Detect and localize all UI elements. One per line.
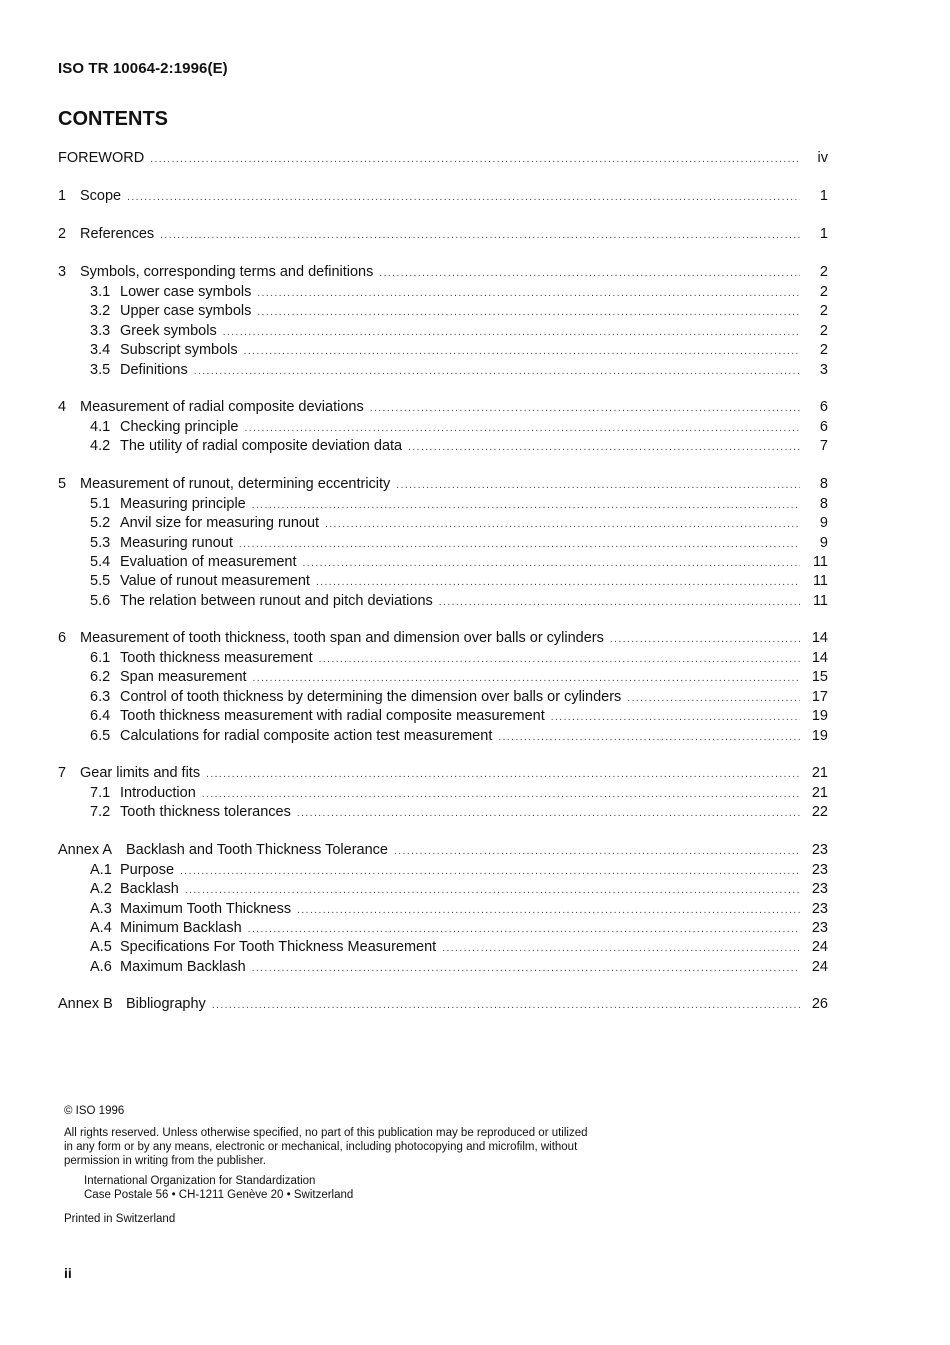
toc-leader-dots [248,920,800,939]
toc-leader-dots [408,438,800,457]
toc-entry-5-4[interactable] [58,553,828,572]
toc-entry-5-1[interactable] [58,495,828,514]
toc-leader-dots [303,554,800,573]
toc-number: 1 [58,188,67,204]
document-header: ISO TR 10064-2:1996(E) [58,60,228,77]
toc-leader-dots [257,303,800,322]
toc-label: Backlash [120,881,179,898]
toc-leader-dots [252,496,800,515]
toc-entry-7[interactable] [58,763,828,784]
toc-entry-3-1[interactable] [58,283,828,302]
toc-entry-annex-a[interactable] [58,840,828,861]
toc-label: Purpose [120,861,175,878]
toc-label: Tooth thickness measurement with radial composite measurement [120,708,545,725]
toc-label: Minimum Backlash [120,919,242,936]
toc-label: Control of tooth thickness by determining the dimension over balls or cylinders [120,688,622,705]
toc-entry-2[interactable] [58,224,828,245]
toc-leader-dots [180,862,800,881]
toc-page: 15 [811,669,828,686]
toc-number: 3.5 [90,361,111,378]
toc-leader-dots [498,728,800,747]
toc-leader-dots [396,475,800,496]
toc-entry-5-5[interactable] [58,572,828,591]
toc-entry-4-2[interactable] [58,437,828,456]
toc-leader-dots [610,629,800,650]
toc-page: 9 [819,534,828,551]
toc-group-foreword [58,148,828,169]
toc-entry-6-2[interactable] [58,668,828,687]
toc-leader-dots [244,342,800,361]
toc-number: 5.5 [90,573,111,590]
toc-leader-dots [150,149,800,170]
toc-entry-1[interactable] [58,186,828,207]
toc-entry-7-1[interactable] [58,784,828,803]
toc-page: 19 [811,708,828,725]
toc-group-1 [58,186,828,207]
toc-entry-6-3[interactable] [58,688,828,707]
toc-number: 3.4 [90,342,111,359]
toc-number: 5.1 [90,495,111,512]
toc-label: Maximum Backlash [120,958,246,975]
toc-leader-dots [297,901,800,920]
toc-number: 5.4 [90,553,111,570]
toc-leader-dots [627,689,800,708]
toc-number: 4.2 [90,438,111,455]
toc-entry-3-3[interactable] [58,322,828,341]
toc-leader-dots [252,959,800,978]
toc-label: Calculations for radial composite action test measurement [120,727,493,744]
toc-label: Anvil size for measuring runout [120,515,320,532]
toc-label: Tooth thickness tolerances [120,804,291,821]
toc-page: 21 [811,765,828,782]
toc-page: 2 [819,303,828,320]
toc-page: 3 [819,361,828,378]
toc-number: A.4 [90,919,112,936]
toc-leader-dots [442,939,800,958]
toc-entry-a-2[interactable] [58,880,828,899]
rights-statement: All rights reserved. Unless otherwise specified, no part of this publication may be reproduced or utilized in any form or by any means, electronic or mechanical, including photocopying and microfilm, without permission in writing from the publisher. [64,1127,588,1167]
toc-number: 5.3 [90,534,111,551]
toc-page: 23 [811,881,828,898]
toc-page: 9 [819,515,828,532]
toc-leader-dots [194,362,800,381]
toc-entry-3-2[interactable] [58,302,828,321]
toc-page: 24 [811,939,828,956]
toc-label: Scope [80,188,122,204]
toc-label: Gear limits and fits [80,765,201,782]
toc-label: Checking principle [120,418,239,435]
toc-number: 6.2 [90,669,111,686]
toc-label: Span measurement [120,669,247,686]
toc-page: 6 [819,398,828,415]
toc-entry-5-3[interactable] [58,534,828,553]
toc-page: 22 [811,804,828,821]
toc-number: 6 [58,630,67,647]
toc-group-3 [58,262,828,380]
publisher-postal: Case Postale 56 • CH-1211 Genève 20 • Switzerland [84,1189,354,1201]
toc-number: 7.1 [90,785,111,802]
copyright-block [64,1104,594,1226]
toc-page: 2 [819,322,828,339]
toc-entry-6-1[interactable] [58,649,828,668]
toc-number: A.6 [90,958,112,975]
toc-entry-foreword[interactable] [58,148,828,169]
toc-label: Symbols, corresponding terms and definitions [80,264,374,280]
toc-label: Measuring principle [120,495,246,512]
toc-leader-dots [439,593,800,612]
toc-entry-4[interactable] [58,397,828,418]
toc-page: 11 [812,553,828,570]
toc-entry-annex-b[interactable] [58,994,828,1015]
toc-label: FOREWORD [58,150,145,166]
toc-page: 23 [811,919,828,936]
toc-page: 14 [811,630,828,647]
toc-leader-dots [319,650,800,669]
toc-label: Greek symbols [120,322,217,339]
toc-leader-dots [185,881,800,900]
toc-page: 1 [819,188,828,204]
toc-entry-5-2[interactable] [58,514,828,533]
toc-number: Annex A [58,841,113,858]
toc-page: 11 [812,592,828,609]
toc-page: 17 [811,688,828,705]
toc-page: 19 [811,727,828,744]
toc-label: The relation between runout and pitch deviations [120,592,433,609]
toc-label: Specifications For Tooth Thickness Measurement [120,939,437,956]
toc-group-5 [58,474,828,611]
toc-label: Measurement of tooth thickness, tooth span and dimension over balls or cylinders [80,630,604,647]
toc-number: 3.3 [90,322,111,339]
toc-leader-dots [206,764,800,785]
toc-page: 2 [819,284,828,300]
toc-number: 2 [58,226,67,242]
toc-label: References [80,226,155,242]
toc-number: A.5 [90,939,112,956]
toc-leader-dots [297,804,800,823]
toc-number: 6.3 [90,688,111,705]
toc-label: Tooth thickness measurement [120,650,313,667]
printed-in: Printed in Switzerland [64,1213,176,1225]
toc-leader-dots [325,515,800,534]
toc-leader-dots [212,995,800,1016]
toc-entry-6[interactable] [58,628,828,649]
toc-leader-dots [316,573,800,592]
toc-page: 23 [811,861,828,878]
toc-leader-dots [202,785,800,804]
toc-number: A.2 [90,881,112,898]
toc-group-2 [58,224,828,245]
toc-page: 26 [811,996,828,1013]
toc-number: 3 [58,264,67,280]
toc-entry-a-4[interactable] [58,919,828,938]
toc-page: 23 [811,841,828,858]
toc-number: 3.1 [90,284,111,300]
toc-page: 11 [812,573,828,590]
toc-number: 7 [58,765,67,782]
toc-group-annex-b [58,994,828,1015]
toc-leader-dots [244,419,800,438]
toc-number: 6.5 [90,727,111,744]
toc-leader-dots [257,284,800,303]
toc-entry-a-5[interactable] [58,938,828,957]
toc-page: 23 [811,900,828,917]
toc-leader-dots [379,263,800,284]
table-of-contents [58,148,828,1032]
toc-number: A.3 [90,900,112,917]
toc-leader-dots [127,187,800,208]
toc-number: Annex B [58,996,113,1013]
toc-entry-5[interactable] [58,474,828,495]
toc-label: Subscript symbols [120,342,238,359]
publisher-address [64,1174,594,1202]
toc-page: 2 [819,264,828,280]
toc-label: Evaluation of measurement [120,553,297,570]
toc-page: 1 [819,226,828,242]
toc-group-7 [58,763,828,823]
toc-number: 6.1 [90,650,111,667]
toc-number: 4 [58,398,67,415]
toc-page: 7 [819,438,828,455]
page-number: ii [64,1265,72,1281]
toc-entry-3-4[interactable] [58,341,828,360]
toc-entry-6-4[interactable] [58,707,828,726]
toc-number: A.1 [90,861,112,878]
toc-page: 6 [819,418,828,435]
toc-page: iv [817,150,828,166]
toc-entry-3-5[interactable] [58,361,828,380]
toc-leader-dots [370,398,800,419]
toc-entry-4-1[interactable] [58,418,828,437]
toc-number: 5.2 [90,515,111,532]
toc-label: Backlash and Tooth Thickness Tolerance [126,841,388,858]
toc-label: Introduction [120,785,196,802]
toc-page: 8 [819,475,828,492]
toc-label: Upper case symbols [120,303,252,320]
toc-label: Definitions [120,361,188,378]
toc-number: 3.2 [90,303,111,320]
toc-entry-a-1[interactable] [58,861,828,880]
toc-number: 5.6 [90,592,111,609]
toc-group-annex-a [58,840,828,977]
toc-label: Measurement of runout, determining eccentricity [80,475,391,492]
toc-label: Measuring runout [120,534,233,551]
toc-entry-a-6[interactable] [58,958,828,977]
toc-number: 5 [58,475,67,492]
toc-number: 6.4 [90,708,111,725]
toc-leader-dots [160,225,800,246]
toc-group-4 [58,397,828,457]
toc-entry-7-2[interactable] [58,803,828,822]
toc-leader-dots [239,535,800,554]
publisher-name: International Organization for Standardization [84,1175,316,1187]
toc-leader-dots [223,323,800,342]
toc-entry-6-5[interactable] [58,727,828,746]
toc-label: Value of runout measurement [120,573,310,590]
contents-title: CONTENTS [58,108,168,130]
toc-page: 8 [819,495,828,512]
toc-entry-a-3[interactable] [58,900,828,919]
toc-page: 14 [811,650,828,667]
toc-number: 4.1 [90,418,111,435]
toc-leader-dots [551,708,800,727]
toc-page: 2 [819,342,828,359]
toc-label: Measurement of radial composite deviations [80,398,364,415]
toc-entry-5-6[interactable] [58,592,828,611]
toc-number: 7.2 [90,804,111,821]
toc-page: 24 [811,958,828,975]
toc-label: The utility of radial composite deviation data [120,438,403,455]
copyright-notice: © ISO 1996 [64,1105,125,1117]
toc-group-6 [58,628,828,746]
toc-label: Bibliography [126,996,206,1013]
toc-entry-3[interactable] [58,262,828,283]
toc-page: 21 [811,785,828,802]
toc-leader-dots [253,669,800,688]
toc-label: Lower case symbols [120,284,252,300]
toc-label: Maximum Tooth Thickness [120,900,292,917]
toc-leader-dots [394,841,800,862]
